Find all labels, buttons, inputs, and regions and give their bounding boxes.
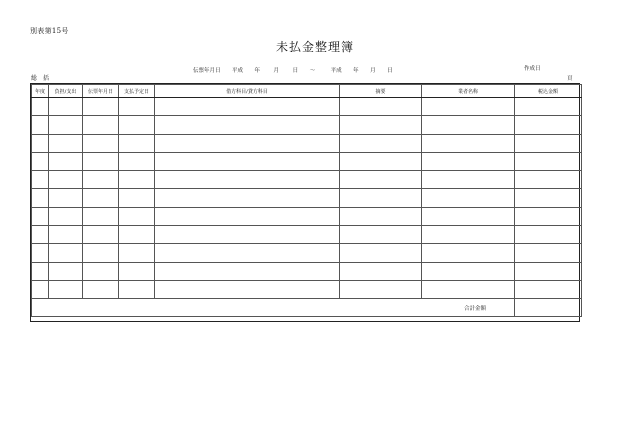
table-row	[32, 226, 582, 244]
total-row	[32, 299, 582, 317]
fiscal-year-cell[interactable]	[32, 226, 49, 244]
description-cell[interactable]	[340, 207, 422, 225]
amount-incl-tax-cell[interactable]	[515, 280, 582, 298]
amount-incl-tax-cell[interactable]	[515, 244, 582, 262]
unpaid-ledger-table	[30, 83, 580, 322]
description-cell[interactable]	[340, 98, 422, 116]
slip-era-from: 平成	[232, 68, 244, 74]
fiscal-year-cell[interactable]	[32, 134, 49, 152]
column-header-burden-expense: 負担/支出	[49, 85, 83, 98]
fiscal-year-cell[interactable]	[32, 189, 49, 207]
slip-month-to: 月	[370, 68, 376, 74]
amount-incl-tax-cell[interactable]	[515, 98, 582, 116]
debit-credit-account-cell[interactable]	[155, 134, 340, 152]
vendor-name-cell[interactable]	[422, 244, 515, 262]
slip-date-cell[interactable]	[83, 280, 119, 298]
scheduled-payment-date-cell[interactable]	[119, 207, 155, 225]
slip-month-from: 月	[273, 68, 280, 74]
description-cell[interactable]	[340, 280, 422, 298]
debit-credit-account-cell[interactable]	[155, 189, 340, 207]
created-date-label: 作成日	[524, 66, 541, 72]
amount-incl-tax-cell[interactable]	[515, 189, 582, 207]
debit-credit-account-cell[interactable]	[155, 244, 340, 262]
document-title: 未払金整理簿	[275, 40, 354, 54]
slip-date-cell[interactable]	[83, 207, 119, 225]
vendor-name-cell[interactable]	[422, 226, 515, 244]
slip-date-cell[interactable]	[83, 152, 119, 170]
table-row	[32, 189, 582, 207]
debit-credit-account-cell[interactable]	[155, 207, 340, 225]
description-cell[interactable]	[340, 226, 422, 244]
description-cell[interactable]	[340, 134, 422, 152]
burden-expense-cell[interactable]	[49, 244, 83, 262]
total-amount-label: 合計金額	[32, 299, 515, 317]
table-row	[32, 152, 582, 170]
table-row	[32, 116, 582, 134]
vendor-name-cell[interactable]	[422, 171, 515, 189]
debit-credit-account-cell[interactable]	[155, 226, 340, 244]
table-row	[32, 262, 582, 280]
column-header-slip-date: 伝票年月日	[83, 85, 119, 98]
debit-credit-account-cell[interactable]	[155, 152, 340, 170]
description-cell[interactable]	[340, 189, 422, 207]
vendor-name-cell[interactable]	[422, 189, 515, 207]
fiscal-year-cell[interactable]	[32, 171, 49, 189]
burden-expense-cell[interactable]	[49, 171, 83, 189]
description-cell[interactable]	[340, 171, 422, 189]
debit-credit-account-cell[interactable]	[155, 280, 340, 298]
fiscal-year-cell[interactable]	[32, 152, 49, 170]
vendor-name-cell[interactable]	[422, 116, 515, 134]
description-cell[interactable]	[340, 244, 422, 262]
slip-date-cell[interactable]	[83, 134, 119, 152]
slip-date-cell[interactable]	[83, 171, 119, 189]
form-number: 別表第15号	[30, 27, 69, 35]
debit-credit-account-cell[interactable]	[155, 171, 340, 189]
slip-date-cell[interactable]	[83, 244, 119, 262]
scheduled-payment-date-cell[interactable]	[119, 171, 155, 189]
fiscal-year-cell[interactable]	[32, 280, 49, 298]
amount-incl-tax-cell[interactable]	[515, 152, 582, 170]
scheduled-payment-date-cell[interactable]	[119, 244, 155, 262]
description-cell[interactable]	[340, 152, 422, 170]
amount-incl-tax-cell[interactable]	[515, 262, 582, 280]
column-header-vendor-name: 業者名称	[422, 85, 515, 98]
debit-credit-account-cell[interactable]	[155, 262, 340, 280]
fiscal-year-cell[interactable]	[32, 262, 49, 280]
burden-expense-cell[interactable]	[49, 98, 83, 116]
description-cell[interactable]	[340, 116, 422, 134]
burden-expense-cell[interactable]	[49, 280, 83, 298]
debit-credit-account-cell[interactable]	[155, 98, 340, 116]
fiscal-year-cell[interactable]	[32, 207, 49, 225]
debit-credit-account-cell[interactable]	[155, 116, 340, 134]
table-row	[32, 98, 582, 116]
burden-expense-cell[interactable]	[49, 226, 83, 244]
slip-date-cell[interactable]	[83, 262, 119, 280]
slip-day-from: 日	[292, 68, 299, 74]
burden-expense-cell[interactable]	[49, 262, 83, 280]
vendor-name-cell[interactable]	[422, 134, 515, 152]
scheduled-payment-date-cell[interactable]	[119, 116, 155, 134]
column-header-fiscal-year: 年度	[32, 85, 49, 98]
page-number-label: 頁	[567, 76, 573, 82]
table-row	[32, 207, 582, 225]
column-header-scheduled-payment-date: 支払予定日	[119, 85, 155, 98]
total-amount-value-cell[interactable]	[515, 299, 582, 317]
scheduled-payment-date-cell[interactable]	[119, 98, 155, 116]
amount-incl-tax-cell[interactable]	[515, 226, 582, 244]
scheduled-payment-date-cell[interactable]	[119, 189, 155, 207]
table-row	[32, 171, 582, 189]
burden-expense-cell[interactable]	[49, 116, 83, 134]
table-row	[32, 244, 582, 262]
amount-incl-tax-cell[interactable]	[515, 116, 582, 134]
slip-year-from: 年	[254, 68, 261, 74]
column-header-amount-incl-tax: 税込金額	[515, 85, 582, 98]
slip-date-label: 伝票年月日	[193, 68, 221, 74]
burden-expense-cell[interactable]	[49, 189, 83, 207]
fiscal-year-cell[interactable]	[32, 116, 49, 134]
amount-incl-tax-cell[interactable]	[515, 171, 582, 189]
column-header-description: 摘要	[340, 85, 422, 98]
amount-incl-tax-cell[interactable]	[515, 134, 582, 152]
slip-year-to: 年	[353, 68, 359, 74]
vendor-name-cell[interactable]	[422, 152, 515, 170]
table-row	[32, 134, 582, 152]
burden-expense-cell[interactable]	[49, 207, 83, 225]
slip-day-to: 日	[387, 68, 393, 74]
vendor-name-cell[interactable]	[422, 207, 515, 225]
scheduled-payment-date-cell[interactable]	[119, 280, 155, 298]
fiscal-year-cell[interactable]	[32, 244, 49, 262]
slip-date-cell[interactable]	[83, 189, 119, 207]
slip-date-cell[interactable]	[83, 226, 119, 244]
amount-incl-tax-cell[interactable]	[515, 207, 582, 225]
scheduled-payment-date-cell[interactable]	[119, 152, 155, 170]
general-summary-label: 総 括	[31, 75, 50, 82]
burden-expense-cell[interactable]	[49, 134, 83, 152]
table-row	[32, 280, 582, 298]
vendor-name-cell[interactable]	[422, 98, 515, 116]
vendor-name-cell[interactable]	[422, 280, 515, 298]
column-header-debit-credit-account: 借方科目/貸方科目	[155, 85, 340, 98]
fiscal-year-cell[interactable]	[32, 98, 49, 116]
table-header-row	[32, 85, 582, 98]
slip-date-cell[interactable]	[83, 98, 119, 116]
slip-range-separator: ～	[309, 68, 316, 74]
slip-era-to: 平成	[330, 68, 342, 74]
vendor-name-cell[interactable]	[422, 262, 515, 280]
description-cell[interactable]	[340, 262, 422, 280]
burden-expense-cell[interactable]	[49, 152, 83, 170]
slip-date-range	[193, 66, 393, 74]
scheduled-payment-date-cell[interactable]	[119, 226, 155, 244]
scheduled-payment-date-cell[interactable]	[119, 262, 155, 280]
slip-date-cell[interactable]	[83, 116, 119, 134]
scheduled-payment-date-cell[interactable]	[119, 134, 155, 152]
